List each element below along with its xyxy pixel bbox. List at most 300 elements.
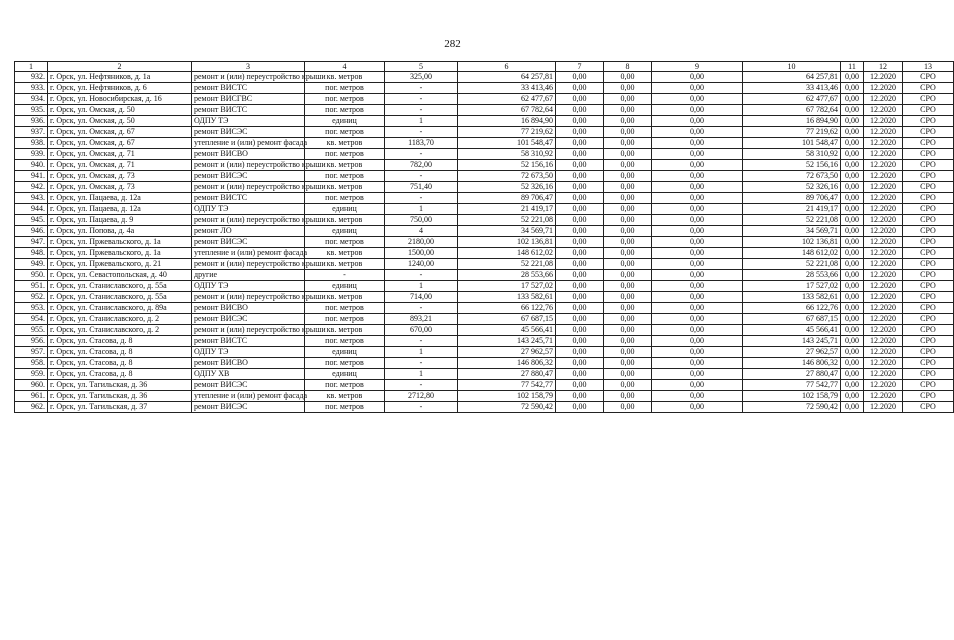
cell-volume: 2712,80: [385, 391, 458, 402]
cell-total-cost: 52 221,08: [458, 215, 556, 226]
cell-work-type: ремонт и (или) переустройство крыши: [192, 182, 305, 193]
cell-work-type: ремонт и (или) переустройство крыши: [192, 72, 305, 83]
cell-fund-cost-2: 0,00: [604, 336, 652, 347]
cell-volume: 670,00: [385, 325, 458, 336]
cell-cost-col-11: 0,00: [841, 325, 864, 336]
table-row: [15, 116, 954, 127]
column-header-2: 2: [48, 62, 192, 72]
cell-unit: кв. метров: [305, 182, 385, 193]
cell-fund-cost-1: 0,00: [556, 270, 604, 281]
cell-method: СРО: [903, 380, 954, 391]
cell-method: СРО: [903, 292, 954, 303]
cell-fund-cost-3: 0,00: [652, 83, 743, 94]
cell-cost-col-11: 0,00: [841, 380, 864, 391]
cell-unit: пог. метров: [305, 402, 385, 413]
cell-address: г. Орск, ул. Стасова, д. 8: [48, 336, 192, 347]
cell-fund-cost-1: 0,00: [556, 391, 604, 402]
cell-fund-cost-1: 0,00: [556, 303, 604, 314]
cell-address: г. Орск, ул. Нефтяников, д. 6: [48, 83, 192, 94]
cell-deadline: 12.2020: [864, 171, 903, 182]
cell-fund-cost-3: 0,00: [652, 171, 743, 182]
cell-row-number: 954.: [15, 314, 48, 325]
cell-owners-cost: 102 158,79: [743, 391, 841, 402]
cell-total-cost: 52 326,16: [458, 182, 556, 193]
cell-work-type: ремонт ВИСВО: [192, 358, 305, 369]
cell-work-type: ОДПУ ТЭ: [192, 347, 305, 358]
cell-unit: пог. метров: [305, 94, 385, 105]
cell-fund-cost-2: 0,00: [604, 270, 652, 281]
cell-address: г. Орск, ул. Тагильская, д. 36: [48, 380, 192, 391]
cell-cost-col-11: 0,00: [841, 358, 864, 369]
cell-owners-cost: 52 221,08: [743, 259, 841, 270]
cell-deadline: 12.2020: [864, 314, 903, 325]
cell-address: г. Орск, ул. Пацаева, д. 12а: [48, 204, 192, 215]
cell-fund-cost-2: 0,00: [604, 259, 652, 270]
cell-unit: единиц: [305, 369, 385, 380]
cell-address: г. Орск, ул. Омская, д. 71: [48, 149, 192, 160]
cell-cost-col-11: 0,00: [841, 160, 864, 171]
cell-owners-cost: 102 136,81: [743, 237, 841, 248]
cell-row-number: 944.: [15, 204, 48, 215]
cell-deadline: 12.2020: [864, 149, 903, 160]
cell-deadline: 12.2020: [864, 182, 903, 193]
cell-fund-cost-1: 0,00: [556, 358, 604, 369]
cell-work-type: ОДПУ ХВ: [192, 369, 305, 380]
cell-fund-cost-3: 0,00: [652, 369, 743, 380]
cell-work-type: ремонт и (или) переустройство крыши: [192, 215, 305, 226]
cell-cost-col-11: 0,00: [841, 138, 864, 149]
cell-fund-cost-1: 0,00: [556, 325, 604, 336]
table-row: [15, 281, 954, 292]
cell-fund-cost-3: 0,00: [652, 248, 743, 259]
cell-row-number: 962.: [15, 402, 48, 413]
cell-total-cost: 27 962,57: [458, 347, 556, 358]
column-header-5: 5: [385, 62, 458, 72]
cell-volume: 1: [385, 116, 458, 127]
cell-owners-cost: 45 566,41: [743, 325, 841, 336]
cell-fund-cost-1: 0,00: [556, 160, 604, 171]
capital-repair-table: [14, 61, 954, 413]
cell-method: СРО: [903, 94, 954, 105]
cell-volume: 1: [385, 347, 458, 358]
cell-fund-cost-3: 0,00: [652, 127, 743, 138]
cell-row-number: 939.: [15, 149, 48, 160]
cell-total-cost: 77 542,77: [458, 380, 556, 391]
cell-unit: единиц: [305, 281, 385, 292]
cell-deadline: 12.2020: [864, 303, 903, 314]
cell-deadline: 12.2020: [864, 259, 903, 270]
cell-method: СРО: [903, 215, 954, 226]
cell-volume: -: [385, 380, 458, 391]
cell-owners-cost: 17 527,02: [743, 281, 841, 292]
cell-address: г. Орск, ул. Новосибирская, д. 16: [48, 94, 192, 105]
cell-fund-cost-2: 0,00: [604, 303, 652, 314]
cell-fund-cost-3: 0,00: [652, 116, 743, 127]
cell-unit: кв. метров: [305, 292, 385, 303]
cell-fund-cost-2: 0,00: [604, 281, 652, 292]
cell-cost-col-11: 0,00: [841, 171, 864, 182]
cell-fund-cost-2: 0,00: [604, 358, 652, 369]
cell-cost-col-11: 0,00: [841, 149, 864, 160]
cell-fund-cost-1: 0,00: [556, 138, 604, 149]
cell-fund-cost-2: 0,00: [604, 215, 652, 226]
cell-deadline: 12.2020: [864, 336, 903, 347]
cell-unit: единиц: [305, 347, 385, 358]
cell-cost-col-11: 0,00: [841, 182, 864, 193]
table-row: [15, 369, 954, 380]
cell-unit: кв. метров: [305, 325, 385, 336]
table-row: [15, 182, 954, 193]
cell-fund-cost-2: 0,00: [604, 369, 652, 380]
cell-fund-cost-1: 0,00: [556, 204, 604, 215]
cell-owners-cost: 27 962,57: [743, 347, 841, 358]
cell-cost-col-11: 0,00: [841, 391, 864, 402]
table-row: [15, 259, 954, 270]
cell-fund-cost-1: 0,00: [556, 127, 604, 138]
cell-volume: 714,00: [385, 292, 458, 303]
cell-fund-cost-2: 0,00: [604, 226, 652, 237]
table-row: [15, 171, 954, 182]
cell-unit: пог. метров: [305, 171, 385, 182]
cell-unit: единиц: [305, 204, 385, 215]
cell-row-number: 941.: [15, 171, 48, 182]
cell-fund-cost-1: 0,00: [556, 314, 604, 325]
cell-volume: -: [385, 358, 458, 369]
cell-row-number: 956.: [15, 336, 48, 347]
cell-method: СРО: [903, 226, 954, 237]
cell-row-number: 949.: [15, 259, 48, 270]
cell-total-cost: 34 569,71: [458, 226, 556, 237]
cell-method: СРО: [903, 391, 954, 402]
cell-fund-cost-3: 0,00: [652, 94, 743, 105]
table-row: [15, 138, 954, 149]
cell-deadline: 12.2020: [864, 358, 903, 369]
cell-deadline: 12.2020: [864, 193, 903, 204]
cell-row-number: 945.: [15, 215, 48, 226]
cell-fund-cost-3: 0,00: [652, 281, 743, 292]
cell-address: г. Орск, ул. Станиславского, д. 55а: [48, 292, 192, 303]
cell-method: СРО: [903, 270, 954, 281]
cell-fund-cost-3: 0,00: [652, 204, 743, 215]
cell-fund-cost-1: 0,00: [556, 226, 604, 237]
cell-deadline: 12.2020: [864, 215, 903, 226]
cell-cost-col-11: 0,00: [841, 402, 864, 413]
cell-owners-cost: 148 612,02: [743, 248, 841, 259]
cell-fund-cost-3: 0,00: [652, 380, 743, 391]
cell-owners-cost: 33 413,46: [743, 83, 841, 94]
cell-fund-cost-3: 0,00: [652, 149, 743, 160]
cell-unit: пог. метров: [305, 149, 385, 160]
cell-fund-cost-1: 0,00: [556, 193, 604, 204]
cell-method: СРО: [903, 72, 954, 83]
cell-total-cost: 66 122,76: [458, 303, 556, 314]
cell-volume: 750,00: [385, 215, 458, 226]
cell-method: СРО: [903, 336, 954, 347]
cell-work-type: ОДПУ ТЭ: [192, 116, 305, 127]
table-row: [15, 325, 954, 336]
page-number: 282: [444, 38, 461, 50]
cell-unit: кв. метров: [305, 160, 385, 171]
cell-fund-cost-1: 0,00: [556, 402, 604, 413]
cell-deadline: 12.2020: [864, 292, 903, 303]
cell-row-number: 934.: [15, 94, 48, 105]
cell-volume: -: [385, 270, 458, 281]
cell-total-cost: 21 419,17: [458, 204, 556, 215]
cell-work-type: утепление и (или) ремонт фасада: [192, 391, 305, 402]
cell-total-cost: 28 553,66: [458, 270, 556, 281]
cell-fund-cost-2: 0,00: [604, 402, 652, 413]
cell-fund-cost-1: 0,00: [556, 72, 604, 83]
cell-work-type: ремонт ВИСЭС: [192, 402, 305, 413]
cell-owners-cost: 77 542,77: [743, 380, 841, 391]
cell-work-type: другие: [192, 270, 305, 281]
cell-address: г. Орск, ул. Станиславского, д. 89а: [48, 303, 192, 314]
cell-fund-cost-3: 0,00: [652, 292, 743, 303]
cell-total-cost: 62 477,67: [458, 94, 556, 105]
cell-fund-cost-2: 0,00: [604, 171, 652, 182]
cell-fund-cost-2: 0,00: [604, 94, 652, 105]
cell-row-number: 942.: [15, 182, 48, 193]
cell-method: СРО: [903, 138, 954, 149]
cell-work-type: ремонт ВИСТС: [192, 336, 305, 347]
cell-unit: единиц: [305, 226, 385, 237]
cell-fund-cost-1: 0,00: [556, 259, 604, 270]
cell-unit: пог. метров: [305, 83, 385, 94]
cell-fund-cost-2: 0,00: [604, 83, 652, 94]
cell-cost-col-11: 0,00: [841, 127, 864, 138]
cell-total-cost: 27 880,47: [458, 369, 556, 380]
cell-cost-col-11: 0,00: [841, 116, 864, 127]
cell-cost-col-11: 0,00: [841, 281, 864, 292]
cell-fund-cost-2: 0,00: [604, 127, 652, 138]
cell-deadline: 12.2020: [864, 204, 903, 215]
cell-owners-cost: 58 310,92: [743, 149, 841, 160]
column-header-12: 12: [864, 62, 903, 72]
cell-address: г. Орск, ул. Станиславского, д. 2: [48, 325, 192, 336]
cell-total-cost: 102 158,79: [458, 391, 556, 402]
cell-cost-col-11: 0,00: [841, 270, 864, 281]
cell-owners-cost: 28 553,66: [743, 270, 841, 281]
cell-fund-cost-2: 0,00: [604, 149, 652, 160]
cell-work-type: ОДПУ ТЭ: [192, 281, 305, 292]
cell-fund-cost-2: 0,00: [604, 116, 652, 127]
cell-total-cost: 72 673,50: [458, 171, 556, 182]
cell-address: г. Орск, ул. Тагильская, д. 37: [48, 402, 192, 413]
cell-deadline: 12.2020: [864, 72, 903, 83]
cell-volume: -: [385, 127, 458, 138]
cell-unit: пог. метров: [305, 358, 385, 369]
cell-owners-cost: 21 419,17: [743, 204, 841, 215]
cell-fund-cost-2: 0,00: [604, 292, 652, 303]
cell-fund-cost-1: 0,00: [556, 237, 604, 248]
cell-deadline: 12.2020: [864, 116, 903, 127]
table-row: [15, 292, 954, 303]
cell-method: СРО: [903, 171, 954, 182]
cell-row-number: 955.: [15, 325, 48, 336]
cell-total-cost: 58 310,92: [458, 149, 556, 160]
cell-row-number: 936.: [15, 116, 48, 127]
cell-fund-cost-2: 0,00: [604, 204, 652, 215]
cell-method: СРО: [903, 182, 954, 193]
cell-work-type: ремонт ЛО: [192, 226, 305, 237]
cell-method: СРО: [903, 204, 954, 215]
cell-unit: пог. метров: [305, 193, 385, 204]
cell-cost-col-11: 0,00: [841, 215, 864, 226]
cell-fund-cost-1: 0,00: [556, 336, 604, 347]
cell-cost-col-11: 0,00: [841, 292, 864, 303]
cell-deadline: 12.2020: [864, 138, 903, 149]
cell-cost-col-11: 0,00: [841, 72, 864, 83]
table-row: [15, 83, 954, 94]
cell-total-cost: 89 706,47: [458, 193, 556, 204]
cell-row-number: 938.: [15, 138, 48, 149]
cell-method: СРО: [903, 303, 954, 314]
cell-deadline: 12.2020: [864, 402, 903, 413]
cell-work-type: ремонт ВИСЭС: [192, 171, 305, 182]
cell-unit: кв. метров: [305, 248, 385, 259]
cell-address: г. Орск, ул. Омская, д. 71: [48, 160, 192, 171]
cell-volume: 893,21: [385, 314, 458, 325]
cell-cost-col-11: 0,00: [841, 237, 864, 248]
cell-address: г. Орск, ул. Нефтяников, д. 1а: [48, 72, 192, 83]
cell-owners-cost: 89 706,47: [743, 193, 841, 204]
cell-row-number: 946.: [15, 226, 48, 237]
cell-volume: -: [385, 336, 458, 347]
cell-row-number: 957.: [15, 347, 48, 358]
cell-cost-col-11: 0,00: [841, 314, 864, 325]
cell-work-type: утепление и (или) ремонт фасада: [192, 138, 305, 149]
cell-unit: кв. метров: [305, 259, 385, 270]
cell-address: г. Орск, ул. Стасова, д. 8: [48, 347, 192, 358]
cell-work-type: ремонт ВИСВО: [192, 303, 305, 314]
cell-cost-col-11: 0,00: [841, 347, 864, 358]
cell-fund-cost-3: 0,00: [652, 270, 743, 281]
cell-unit: единиц: [305, 116, 385, 127]
cell-unit: -: [305, 270, 385, 281]
cell-row-number: 940.: [15, 160, 48, 171]
cell-volume: 1183,70: [385, 138, 458, 149]
cell-owners-cost: 27 880,47: [743, 369, 841, 380]
cell-fund-cost-3: 0,00: [652, 314, 743, 325]
cell-deadline: 12.2020: [864, 237, 903, 248]
cell-fund-cost-3: 0,00: [652, 402, 743, 413]
cell-fund-cost-3: 0,00: [652, 105, 743, 116]
cell-volume: 1: [385, 204, 458, 215]
cell-volume: -: [385, 83, 458, 94]
column-header-6: 6: [458, 62, 556, 72]
cell-cost-col-11: 0,00: [841, 204, 864, 215]
cell-fund-cost-3: 0,00: [652, 160, 743, 171]
cell-address: г. Орск, ул. Пржевальского, д. 1а: [48, 248, 192, 259]
table-row: [15, 193, 954, 204]
cell-method: СРО: [903, 105, 954, 116]
cell-row-number: 943.: [15, 193, 48, 204]
cell-work-type: ремонт и (или) переустройство крыши: [192, 259, 305, 270]
table-row: [15, 314, 954, 325]
cell-row-number: 950.: [15, 270, 48, 281]
cell-cost-col-11: 0,00: [841, 248, 864, 259]
cell-work-type: ОДПУ ТЭ: [192, 204, 305, 215]
cell-method: СРО: [903, 127, 954, 138]
cell-work-type: ремонт и (или) переустройство крыши: [192, 292, 305, 303]
cell-fund-cost-2: 0,00: [604, 347, 652, 358]
cell-fund-cost-1: 0,00: [556, 94, 604, 105]
cell-row-number: 953.: [15, 303, 48, 314]
cell-cost-col-11: 0,00: [841, 226, 864, 237]
cell-fund-cost-2: 0,00: [604, 182, 652, 193]
cell-volume: -: [385, 193, 458, 204]
cell-address: г. Орск, ул. Омская, д. 73: [48, 182, 192, 193]
cell-work-type: ремонт ВИСТС: [192, 105, 305, 116]
table-row: [15, 204, 954, 215]
cell-total-cost: 16 894,90: [458, 116, 556, 127]
cell-total-cost: 148 612,02: [458, 248, 556, 259]
cell-unit: пог. метров: [305, 314, 385, 325]
column-header-8: 8: [604, 62, 652, 72]
cell-fund-cost-3: 0,00: [652, 347, 743, 358]
cell-fund-cost-3: 0,00: [652, 325, 743, 336]
table-row: [15, 160, 954, 171]
cell-row-number: 961.: [15, 391, 48, 402]
cell-address: г. Орск, ул. Станиславского, д. 2: [48, 314, 192, 325]
cell-volume: -: [385, 171, 458, 182]
cell-fund-cost-2: 0,00: [604, 105, 652, 116]
cell-fund-cost-1: 0,00: [556, 149, 604, 160]
cell-deadline: 12.2020: [864, 369, 903, 380]
cell-fund-cost-3: 0,00: [652, 237, 743, 248]
cell-volume: 4: [385, 226, 458, 237]
cell-owners-cost: 146 806,32: [743, 358, 841, 369]
cell-volume: -: [385, 402, 458, 413]
cell-row-number: 958.: [15, 358, 48, 369]
table-row: [15, 149, 954, 160]
cell-method: СРО: [903, 358, 954, 369]
cell-volume: 1500,00: [385, 248, 458, 259]
cell-deadline: 12.2020: [864, 127, 903, 138]
column-header-9: 9: [652, 62, 743, 72]
cell-unit: кв. метров: [305, 215, 385, 226]
cell-volume: 782,00: [385, 160, 458, 171]
cell-unit: кв. метров: [305, 138, 385, 149]
cell-method: СРО: [903, 281, 954, 292]
cell-fund-cost-2: 0,00: [604, 138, 652, 149]
cell-fund-cost-2: 0,00: [604, 237, 652, 248]
cell-fund-cost-3: 0,00: [652, 303, 743, 314]
cell-fund-cost-1: 0,00: [556, 105, 604, 116]
cell-work-type: ремонт ВИСТС: [192, 83, 305, 94]
cell-method: СРО: [903, 369, 954, 380]
column-header-11: 11: [841, 62, 864, 72]
cell-owners-cost: 66 122,76: [743, 303, 841, 314]
cell-fund-cost-1: 0,00: [556, 347, 604, 358]
cell-work-type: ремонт ВИСТС: [192, 193, 305, 204]
cell-owners-cost: 52 221,08: [743, 215, 841, 226]
cell-fund-cost-1: 0,00: [556, 369, 604, 380]
cell-address: г. Орск, ул. Омская, д. 67: [48, 138, 192, 149]
column-header-4: 4: [305, 62, 385, 72]
cell-address: г. Орск, ул. Стасова, д. 8: [48, 358, 192, 369]
cell-volume: -: [385, 94, 458, 105]
column-header-3: 3: [192, 62, 305, 72]
cell-deadline: 12.2020: [864, 347, 903, 358]
table-row: [15, 94, 954, 105]
cell-work-type: ремонт ВИСГВС: [192, 94, 305, 105]
cell-address: г. Орск, ул. Омская, д. 50: [48, 116, 192, 127]
cell-method: СРО: [903, 83, 954, 94]
cell-fund-cost-2: 0,00: [604, 160, 652, 171]
column-number-row: [15, 62, 954, 72]
cell-address: г. Орск, ул. Тагильская, д. 36: [48, 391, 192, 402]
